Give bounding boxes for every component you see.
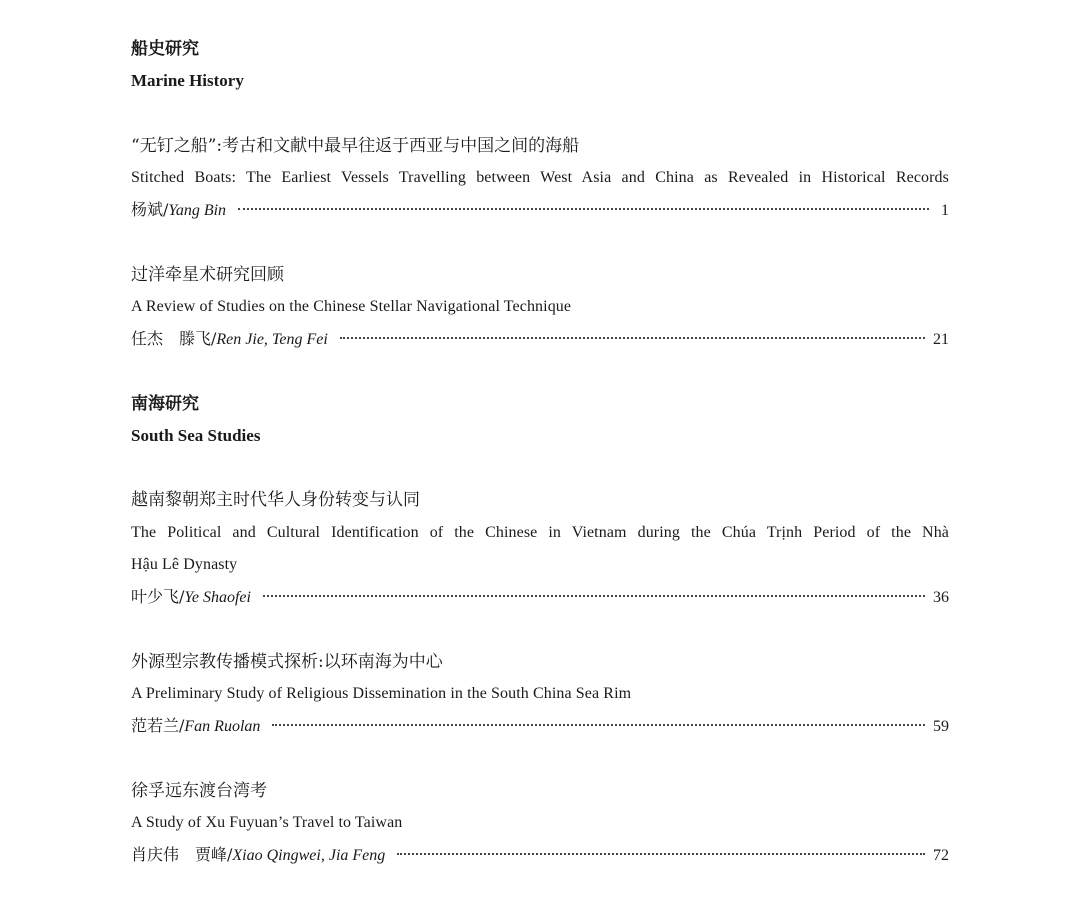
article-author-line xyxy=(131,586,949,609)
section-heading-en: South Sea Studies xyxy=(131,426,261,445)
page-number: 36 xyxy=(933,589,949,606)
author-zh: 任杰 滕飞/ xyxy=(131,329,217,348)
author-zh: 叶少飞/ xyxy=(131,587,185,606)
page-number: 1 xyxy=(941,202,949,219)
section-heading-zh: 船史研究 xyxy=(131,39,199,59)
article-title-en-continued: Hậu Lê Dynasty xyxy=(131,556,238,573)
dot-leader xyxy=(272,724,925,726)
article-title-zh: 过洋牵星术研究回顾 xyxy=(131,265,284,285)
article-title-en: A Study of Xu Fuyuan’s Travel to Taiwan xyxy=(131,814,403,831)
article-author-line xyxy=(131,715,949,738)
article-author-line xyxy=(131,199,949,222)
article-author-line xyxy=(131,328,949,351)
article-title-en: A Preliminary Study of Religious Dissemination in the South China Sea Rim xyxy=(131,685,632,702)
dot-leader xyxy=(397,853,925,855)
article-title-zh: 越南黎朝郑主时代华人身份转变与认同 xyxy=(131,490,420,510)
section-heading-zh: 南海研究 xyxy=(131,394,199,414)
dot-leader xyxy=(238,208,929,210)
article-title-zh: “无钉之船”:考古和文献中最早往返于西亚与中国之间的海船 xyxy=(131,136,580,156)
author-en: Xiao Qingwei, Jia Feng xyxy=(232,847,386,864)
page-number: 21 xyxy=(933,331,949,348)
article-author-line xyxy=(131,844,949,867)
article-title-en: A Review of Studies on the Chinese Stellar Navigational Technique xyxy=(131,298,572,315)
author-zh: 肖庆伟 贾峰/ xyxy=(131,845,233,864)
author-en: Fan Ruolan xyxy=(184,718,261,735)
author-zh: 杨斌/ xyxy=(131,200,169,219)
article-title-en: Stitched Boats: The Earliest Vessels Travelling between West Asia and China as Revealed in Historical Records xyxy=(131,169,949,186)
page-number: 59 xyxy=(933,718,949,735)
author-en: Ren Jie, Teng Fei xyxy=(216,331,328,348)
dot-leader xyxy=(340,337,925,339)
dot-leader xyxy=(263,595,925,597)
page-number: 72 xyxy=(933,847,949,864)
author-en: Ye Shaofei xyxy=(184,589,251,606)
article-title-zh: 徐孚远东渡台湾考 xyxy=(131,781,267,801)
table-of-contents xyxy=(131,0,949,901)
author-en: Yang Bin xyxy=(168,202,227,219)
article-title-en: The Political and Cultural Identification of the Chinese in Vietnam during the Chúa Trịnh Period of the Nhà xyxy=(131,524,949,541)
author-zh: 范若兰/ xyxy=(131,716,185,735)
article-title-zh: 外源型宗教传播模式探析:以环南海为中心 xyxy=(131,652,443,672)
section-heading-en: Marine History xyxy=(131,71,244,90)
